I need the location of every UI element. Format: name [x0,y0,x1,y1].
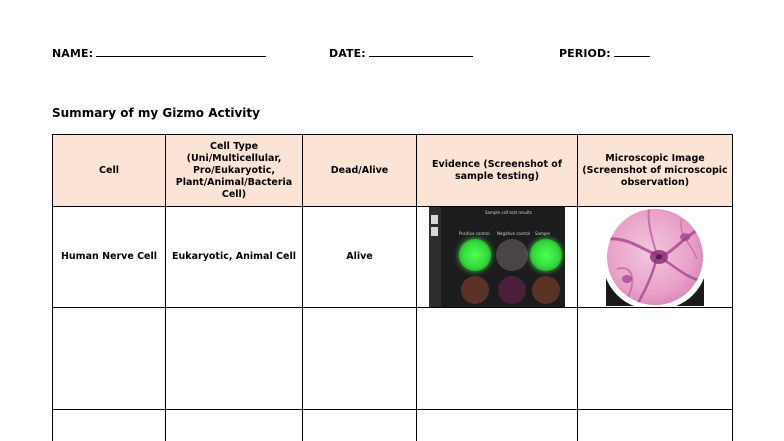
column-header-microscopic-image: Microscopic Image (Screenshot of microscopic observation) [578,135,733,207]
column-header-cell-type: Cell Type (Uni/Multicellular, Pro/Eukaryotic, Plant/Animal/Bacteria Cell) [166,135,303,207]
empty-cell[interactable] [303,410,417,441]
empty-cell[interactable] [303,308,417,410]
cell-name[interactable]: Human Nerve Cell [53,207,166,308]
empty-cell[interactable] [53,410,166,441]
summary-table [52,134,733,441]
empty-cell[interactable] [166,308,303,410]
positive-control-well [459,239,491,271]
microscopic-image [606,208,704,306]
period-label: PERIOD: [559,47,611,60]
evidence-cell[interactable] [417,207,578,308]
name-label: NAME: [52,47,94,60]
cell-type-value[interactable]: Eukaryotic, Animal Cell [166,207,303,308]
summary-title: Summary of my Gizmo Activity [52,106,260,120]
negative-control-well [496,239,528,271]
table-row [53,308,733,410]
evidence-screenshot [429,207,565,307]
empty-cell[interactable] [578,410,733,441]
table-header-row [53,135,733,207]
empty-cell[interactable] [53,308,166,410]
evidence-sidebar [429,207,441,307]
lower-well [532,276,560,304]
evidence-col-label: Sample [535,231,550,236]
lower-well [498,276,526,304]
lower-well [461,276,489,304]
date-blank[interactable] [369,46,473,57]
sample-well [530,239,562,271]
micro-corner-mask [606,208,704,306]
empty-cell[interactable] [417,410,578,441]
name-blank[interactable] [96,46,266,57]
sidebar-chip [431,227,438,236]
column-header-evidence: Evidence (Screenshot of sample testing) [417,135,578,207]
empty-cell[interactable] [578,308,733,410]
empty-cell[interactable] [417,308,578,410]
microscopic-image-cell[interactable] [578,207,733,308]
evidence-header-text: Sample cell test results [485,210,532,215]
empty-cell[interactable] [166,410,303,441]
column-header-cell: Cell [53,135,166,207]
period-field [559,46,650,60]
column-header-dead-alive: Dead/Alive [303,135,417,207]
table-row [53,207,733,308]
table-row [53,410,733,441]
evidence-col-label: Positive control [459,231,490,236]
date-label: DATE: [329,47,366,60]
period-blank[interactable] [614,46,650,57]
dead-alive-value[interactable]: Alive [303,207,417,308]
name-field [52,46,266,60]
date-field [329,46,473,60]
sidebar-chip [431,215,438,224]
evidence-col-label: Negative control [497,231,531,236]
